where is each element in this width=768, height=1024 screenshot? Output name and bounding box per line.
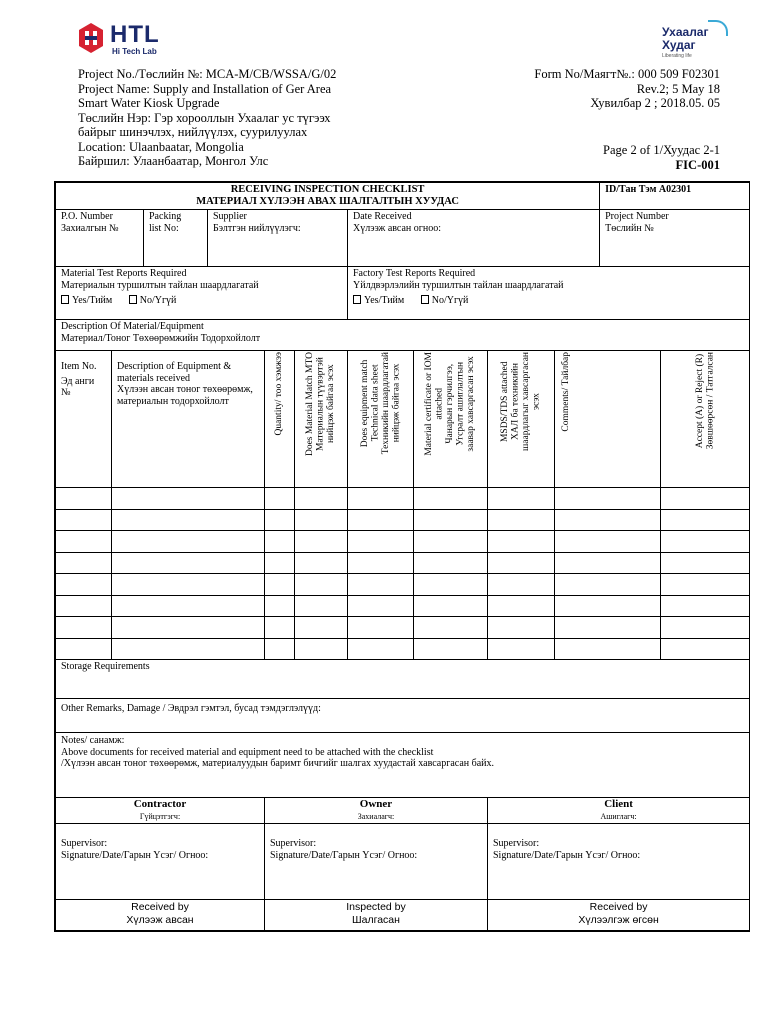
table-cell[interactable] [265,509,295,531]
table-cell[interactable] [265,638,295,660]
uh-logo-line2: Худаг [662,38,696,52]
col-certificate [414,351,488,488]
table-cell[interactable] [295,509,348,531]
table-cell[interactable] [56,595,112,617]
table-cell[interactable] [348,509,414,531]
owner-inspected [265,900,488,931]
table-cell[interactable] [414,595,488,617]
htl-hexagon-icon [78,22,104,54]
table-row [56,552,750,574]
mtr-yes-checkbox[interactable] [61,295,112,306]
table-cell[interactable] [414,574,488,596]
table-cell[interactable] [555,595,661,617]
table-cell[interactable] [661,638,750,660]
table-cell[interactable] [56,638,112,660]
table-cell[interactable] [265,552,295,574]
table-cell[interactable] [555,638,661,660]
col-qty-label: Quantity/ тоо хэмжээ [274,352,285,436]
client-supervisor: Supervisor: [493,838,540,849]
contractor-received [56,900,265,931]
client-sub: Ашиглагч: [600,811,637,821]
table-cell[interactable] [112,595,265,617]
packing-label-mn: list No: [149,222,179,234]
page-number: Page 2 of 1/Хуудас 2-1 [603,143,720,157]
po-label-en: P.O. Number [61,211,113,222]
packing-list-field[interactable] [144,210,208,267]
logo-arc-icon [708,20,728,36]
table-cell[interactable] [414,617,488,639]
col-accept-1: Accept (A) or Reject (R) [694,353,705,448]
storage-label: Storage Requirements [61,661,150,672]
table-cell[interactable] [348,488,414,510]
col-msds [488,351,555,488]
col-msds-1: MSDS/TDS attached [500,361,510,442]
table-row [56,509,750,531]
revision-mn: Хувилбар 2 ; 2018.05. 05 [590,96,720,110]
table-cell[interactable] [112,638,265,660]
col-accept-reject [661,351,750,488]
col-tds-2: Technical data sheet [370,364,380,442]
table-cell[interactable] [661,509,750,531]
owner-title: Owner [359,798,393,810]
item-rows [56,488,750,660]
col-msds-3: шаардлагыг хавсаргасан [521,352,531,452]
table-cell[interactable] [265,488,295,510]
table-cell[interactable] [112,488,265,510]
col-cert-4: Угсралт ашиглалтын [455,361,466,446]
uh-logo-tagline: Liberating life [662,53,692,59]
table-row [56,574,750,596]
ftr-label-en: Factory Test Reports Required [353,268,476,279]
table-cell[interactable] [555,488,661,510]
project-label-mn: Төслийн № [605,222,654,234]
owner-sub: Захиалагч: [357,811,395,821]
project-name: Project Name: Supply and Installation of Ger Area [78,81,332,96]
table-cell[interactable] [555,531,661,553]
col-desc-mn: Хүлээн авсан тоног төхөөрөмж, материалын тодорхойлолт [117,384,253,407]
table-cell[interactable] [488,638,555,660]
table-cell[interactable] [414,488,488,510]
page-info [603,143,720,173]
contractor-signature-field[interactable] [56,824,265,900]
table-cell[interactable] [112,552,265,574]
desc-label-mn: Материал/Тоног Төхөөрөмжийн Тодорхойлолт [61,332,261,344]
project-label-en: Project Number [605,211,669,222]
table-cell[interactable] [488,531,555,553]
table-cell[interactable] [555,509,661,531]
table-cell[interactable] [348,638,414,660]
notes-label: Notes/ санамж: [61,735,125,746]
contractor-header [56,798,265,824]
col-tds [348,351,414,488]
table-cell[interactable] [112,509,265,531]
table-cell[interactable] [555,552,661,574]
project-no: Project No./Төслийн №: MCA-M/CB/WSSA/G/02 [78,67,337,81]
client-recv-en: Received by [589,901,648,913]
col-mto-3: нийцэж байгаа эсэх [326,364,337,444]
mtr-yes-label: Yes/Тийм [72,295,113,306]
table-cell[interactable] [265,531,295,553]
inspection-form [55,182,750,931]
col-quantity [265,351,295,488]
table-cell[interactable] [488,509,555,531]
col-msds-2: ХАЛ ба техникийн [510,363,521,441]
project-name-mn: Төслийн Нэр: Гэр хорооллын Ухаалаг ус түгээх [78,110,331,125]
col-tds-1: Does equipment match [359,359,370,447]
ftr-yes-label: Yes/Тийм [364,295,405,306]
location: Location: Ulaanbaatar, Mongolia [78,139,244,154]
project-info [78,67,336,169]
htl-logo [78,22,198,58]
col-msds-4: эсэх [531,393,542,410]
ftr-no-checkbox[interactable] [421,295,469,306]
table-cell[interactable] [488,552,555,574]
form-code: FIC-001 [675,158,720,172]
client-signature-field[interactable] [488,824,750,900]
table-cell[interactable] [56,617,112,639]
column-header-row [56,351,750,488]
table-cell[interactable] [555,617,661,639]
table-cell[interactable] [555,574,661,596]
project-name-cont: Smart Water Kiosk Upgrade [78,96,220,110]
ftr-yes-checkbox[interactable] [353,295,404,306]
table-cell[interactable] [56,488,112,510]
col-tds-4: нийцэж байгаа эсэх [391,363,401,443]
table-cell[interactable] [265,574,295,596]
col-description [112,351,265,488]
table-cell[interactable] [488,574,555,596]
table-row [56,531,750,553]
table-cell[interactable] [414,638,488,660]
location-mn: Байршил: Улаанбаатар, Монгол Улс [78,154,269,168]
table-cell[interactable] [265,595,295,617]
col-comments-label: Comments/ Тайлбар [561,352,571,432]
col-item-en: Item No. [61,361,97,372]
notes-line1: Above documents for received material and equipment need to be attached with the checklist [61,746,434,758]
date-label-en: Date Received [353,211,412,222]
contractor-sub: Гүйцэтгэгч: [139,811,181,821]
uh-logo-line1: Ухаалаг [662,25,709,39]
form-title-mn: МАТЕРИАЛ ХҮЛЭЭН АВАХ ШАЛГАЛТЫН ХУУДАС [196,195,459,207]
contractor-recv-en: Received by [131,901,189,913]
desc-label-en: Description Of Material/Equipment [61,321,204,332]
contractor-title: Contractor [133,798,187,810]
table-cell[interactable] [348,617,414,639]
owner-recv-en: Inspected by [346,901,406,913]
table-cell[interactable] [348,574,414,596]
client-sign-label: Signature/Date/Гарын Үсэг/ Огноо: [493,849,641,861]
packing-label-en: Packing [149,211,182,222]
mtr-no-checkbox[interactable] [129,295,177,306]
mtr-no-label: No/Үгүй [139,295,177,306]
material-description-field[interactable] [56,320,750,351]
table-cell[interactable] [661,595,750,617]
factory-test-reports [348,267,750,320]
project-number-field[interactable] [600,210,750,267]
client-header [488,798,750,824]
htl-logo-subtext: Hi Tech Lab [112,47,157,56]
contractor-sign-label: Signature/Date/Гарын Үсэг/ Огноо: [61,849,209,861]
contractor-supervisor: Supervisor: [61,838,108,849]
revision: Rev.2; 5 May 18 [636,81,720,96]
col-mto-2: Материалын түүвэртэй [315,357,326,451]
table-cell[interactable] [488,595,555,617]
col-item-mn2: № [61,387,71,398]
date-label-mn: Хүлээж авсан огноо: [353,222,442,234]
owner-header [265,798,488,824]
table-cell[interactable] [295,617,348,639]
table-cell[interactable] [414,531,488,553]
table-row [56,617,750,639]
table-cell[interactable] [414,509,488,531]
notes-line2: /Хүлээн авсан тоног төхөөрөмж, материалуудын баримт бичгийг шалгах хуудастай хавсаргасан байх. [61,758,495,769]
table-cell[interactable] [661,488,750,510]
col-mto [295,351,348,488]
client-title: Client [604,798,633,810]
owner-recv-mn: Шалгасан [352,914,400,926]
supplier-label-en: Supplier [213,211,247,222]
table-cell[interactable] [348,595,414,617]
ftr-no-label: No/Үгүй [431,295,469,306]
col-tds-3: Техникийн шаардлагатай [380,352,391,455]
col-item-mn: Эд анги [61,375,95,387]
client-received [488,900,750,931]
table-cell[interactable] [661,574,750,596]
material-test-reports [56,267,348,320]
supplier-field[interactable] [208,210,348,267]
storage-requirements-field[interactable] [56,660,750,699]
col-comments [555,351,661,488]
form-no: Form No/Маягт№.: 000 509 F02301 [534,67,720,81]
col-cert-1: Material certificate or IOM [424,352,435,456]
contractor-recv-mn: Хүлээж авсан [126,914,194,926]
table-cell[interactable] [295,638,348,660]
table-cell[interactable] [348,552,414,574]
col-cert-2: attached [434,388,445,420]
htl-logo-text: HTL [110,21,160,48]
table-cell[interactable] [488,488,555,510]
table-cell[interactable] [265,617,295,639]
table-row [56,595,750,617]
col-item-no [56,351,112,488]
table-cell[interactable] [295,552,348,574]
table-cell[interactable] [414,552,488,574]
table-cell[interactable] [56,509,112,531]
mtr-label-mn: Материалын туршилтын тайлан шаардлагатай [61,279,259,291]
project-name-mn-cont: байрыг шинэчлэх, нийлүүлэх, суурилуулах [78,125,308,139]
table-cell[interactable] [56,552,112,574]
table-row [56,488,750,510]
table-row [56,638,750,660]
remarks-label: Other Remarks, Damage / Эвдрэл гэмтэл, бусад тэмдэглэлүүд: [61,703,321,714]
remarks-field[interactable] [56,699,750,733]
table-cell[interactable] [295,574,348,596]
col-accept-2: Зөвшөөрсөн / Татгалсан [705,352,716,450]
col-mto-1: Does Material Match MTO [305,352,316,457]
po-label-mn: Захиалгын № [61,222,119,234]
date-received-field[interactable] [348,210,600,267]
form-id: ID/Тан Тэм A02301 [600,183,750,210]
owner-supervisor: Supervisor: [270,838,317,849]
po-number-field[interactable] [56,210,144,267]
table-cell[interactable] [661,552,750,574]
col-cert-3: Чанарын гэрчилгээ, [445,363,456,444]
form-title-en: RECEIVING INSPECTION CHECKLIST [230,184,425,195]
table-cell[interactable] [112,531,265,553]
table-cell[interactable] [112,574,265,596]
form-title [56,183,600,210]
owner-sign-label: Signature/Date/Гарын Үсэг/ Огноо: [270,849,418,861]
col-desc-en: Description of Equipment & materials received [117,361,232,384]
owner-signature-field[interactable] [265,824,488,900]
form-info [534,67,720,111]
table-cell[interactable] [661,531,750,553]
col-cert-5: заавар хавсаргасан эсэх [466,356,477,452]
supplier-label-mn: Бэлтгэн нийлүүлэгч: [213,222,301,234]
uhaalag-hudag-logo [658,20,728,62]
notes-section [56,733,750,798]
ftr-label-mn: Үйлдвэрлэлийн туршилтын тайлан шаардлагатай [353,279,564,291]
table-cell[interactable] [56,574,112,596]
table-cell[interactable] [295,595,348,617]
table-cell[interactable] [348,531,414,553]
table-cell[interactable] [56,531,112,553]
table-cell[interactable] [661,617,750,639]
table-cell[interactable] [295,488,348,510]
table-cell[interactable] [295,531,348,553]
table-cell[interactable] [112,617,265,639]
table-cell[interactable] [488,617,555,639]
mtr-label-en: Material Test Reports Required [61,268,187,279]
client-recv-mn: Хүлээлгэж өгсөн [578,914,659,926]
